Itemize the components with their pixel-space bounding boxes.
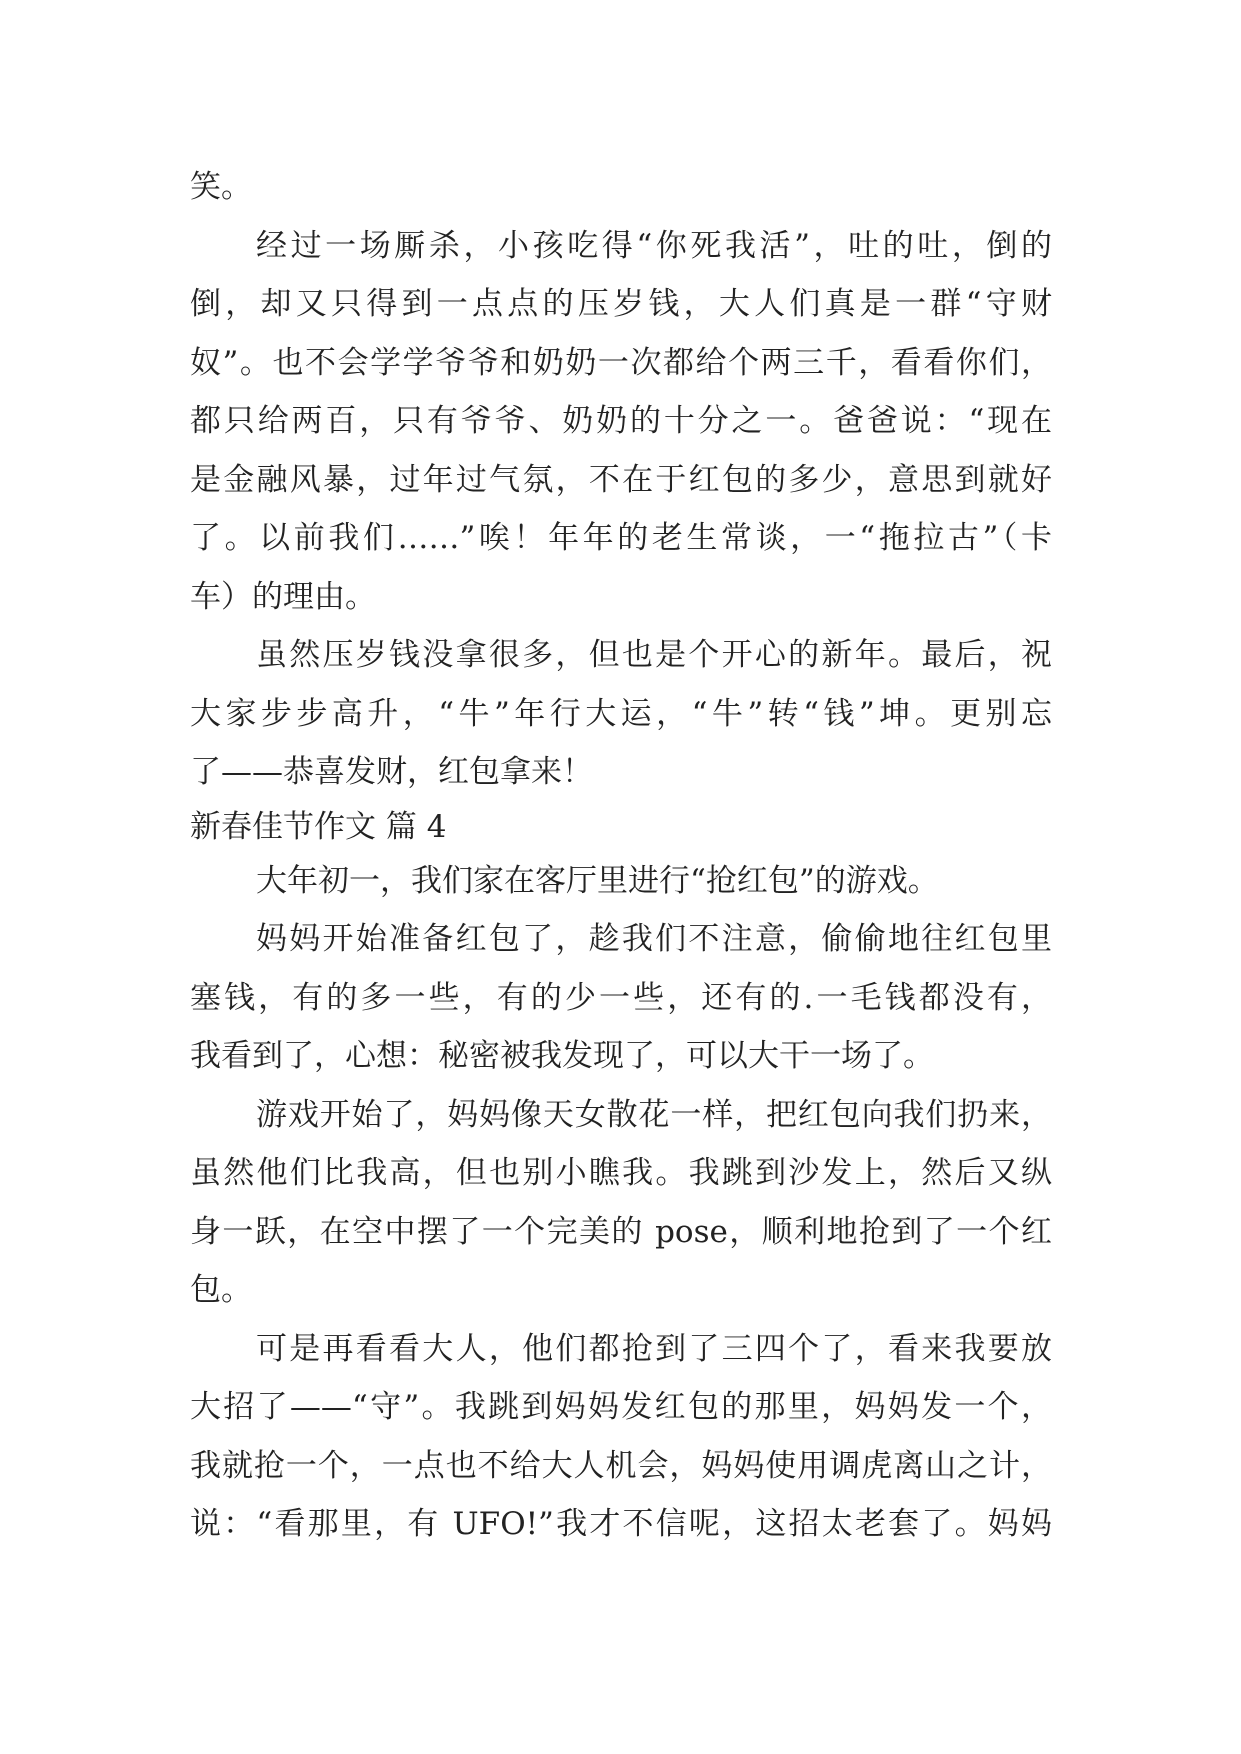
text-line: 经过一场厮杀，小孩吃得“你死我活”，吐的吐，倒的 [256, 227, 1052, 264]
text-line: 笑。 [190, 169, 252, 205]
text-line: 倒，却又只得到一点点的压岁钱，大人们真是一群“守财 [190, 286, 1052, 322]
text-line: 妈妈开始准备红包了，趁我们不注意，偷偷地往红包里 [256, 921, 1052, 957]
text-line: 奴”。也不会学学爷爷和奶奶一次都给个两三千，看看你们， [190, 344, 1052, 381]
document-body [190, 158, 1052, 1554]
text-line: 都只给两百，只有爷爷、奶奶的十分之一。爸爸说：“现在 [190, 403, 1052, 439]
text-line: 大年初一，我们家在客厅里进行“抢红包”的游戏。 [256, 862, 939, 899]
text-line: 包。 [190, 1272, 252, 1308]
text-line: 是金融风暴，过年过气氛，不在于红包的多少，意思到就好 [190, 461, 1052, 498]
text-line: 可是再看看大人，他们都抢到了三四个了，看来我要放 [256, 1330, 1052, 1367]
text-line: 车）的理由。 [190, 578, 376, 615]
text-line: 说：“看那里，有 UFO!”我才不信呢，这招太老套了。妈妈 [190, 1506, 1052, 1542]
text-line: 游戏开始了，妈妈像天女散花一样，把红包向我们扔来， [256, 1096, 1052, 1133]
text-line: 身一跃，在空中摆了一个完美的 pose，顺利地抢到了一个红 [190, 1213, 1052, 1250]
section-heading: 新春佳节作文 篇 4 [190, 808, 447, 845]
text-line: 了。以前我们……”唉！年年的老生常谈，一“拖拉古”（卡 [190, 520, 1052, 556]
text-line: 大招了——“守”。我跳到妈妈发红包的那里，妈妈发一个， [190, 1389, 1052, 1425]
text-line: 塞钱，有的多一些，有的少一些，还有的.一毛钱都没有， [190, 979, 1052, 1016]
text-line: 虽然他们比我高，但也别小瞧我。我跳到沙发上，然后又纵 [190, 1155, 1052, 1191]
text-line: 虽然压岁钱没拿很多，但也是个开心的新年。最后，祝 [256, 637, 1052, 673]
text-line: 我看到了，心想：秘密被我发现了，可以大干一场了。 [190, 1038, 934, 1074]
text-line: 大家步步高升，“牛”年行大运，“牛”转“钱”坤。更别忘 [190, 695, 1052, 732]
text-line: 我就抢一个，一点也不给大人机会，妈妈使用调虎离山之计， [190, 1447, 1052, 1484]
text-line: 了——恭喜发财，红包拿来！ [190, 754, 593, 790]
